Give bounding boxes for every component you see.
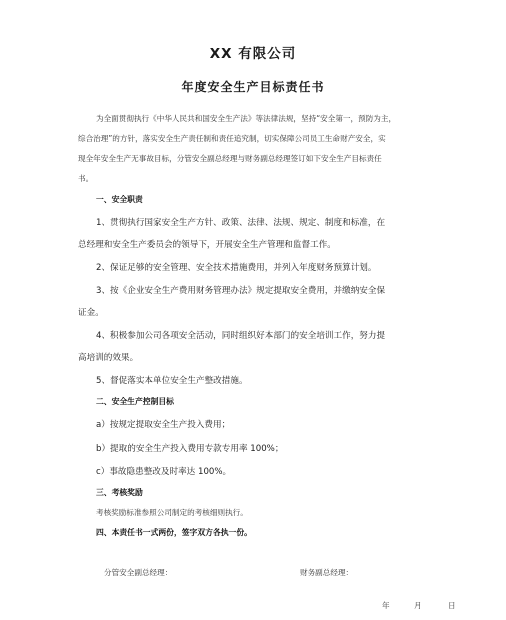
signature-left: 分管安全副总经理： bbox=[104, 568, 173, 577]
document-title: XX 有限公司 bbox=[209, 46, 297, 62]
section1-item: 1、贯彻执行国家安全生产方针、政策、法律、法规、规定、制度和标准，在 bbox=[96, 218, 386, 228]
date-day: 日 bbox=[448, 601, 456, 610]
section1-item: 总经理和安全生产委员会的领导下，开展安全生产管理和监督工作。 bbox=[78, 240, 336, 250]
section1-item: 2、保证足够的安全管理、安全技术措施费用，并列入年度财务预算计划。 bbox=[96, 263, 377, 273]
intro-line: 为全面贯彻执行《中华人民共和国安全生产法》等法律法规，坚持“安全第一，预防为主， bbox=[96, 114, 397, 123]
section-heading: 一、安全职责 bbox=[96, 195, 143, 204]
date-month: 月 bbox=[414, 601, 422, 610]
section2-item: c）事故隐患整改及时率达 100%。 bbox=[96, 467, 232, 477]
section2-item: b）提取的安全生产投入费用专款专用率 100%； bbox=[96, 444, 284, 454]
intro-line: 现全年安全生产无事故目标，分管安全副总经理与财务副总经理签订如下安全生产目标责任 bbox=[78, 154, 382, 163]
section1-item: 高培训的效果。 bbox=[78, 353, 139, 363]
section-heading: 二、安全生产控制目标 bbox=[96, 397, 174, 406]
section1-item: 5、督促落实本单位安全生产整改措施。 bbox=[96, 376, 248, 386]
section2-item: a）按规定提取安全生产投入费用； bbox=[96, 420, 231, 430]
section-heading: 三、考核奖励 bbox=[96, 488, 143, 497]
section1-item: 3、按《企业安全生产费用财务管理办法》规定提取安全费用，并缴纳安全保 bbox=[96, 286, 386, 296]
section1-item: 证金。 bbox=[78, 308, 104, 318]
signature-right: 财务副总经理： bbox=[300, 568, 354, 577]
section1-item: 4、积极参加公司各项安全活动，同时组织好本部门的安全培训工作，努力提 bbox=[96, 331, 386, 341]
date-year: 年 bbox=[382, 601, 390, 610]
intro-line: 书。 bbox=[78, 174, 94, 183]
intro-line: 综合治理”的方针，落实安全生产责任制和责任追究制，切实保障公司员工生命财产安全，实 bbox=[78, 134, 386, 143]
document-subtitle: 年度安全生产目标责任书 bbox=[181, 80, 325, 94]
section-heading: 四、本责任书一式两份，签字双方各执一份。 bbox=[96, 528, 252, 537]
section3-text: 考核奖励标准参照公司制定的考核细则执行。 bbox=[96, 508, 248, 517]
